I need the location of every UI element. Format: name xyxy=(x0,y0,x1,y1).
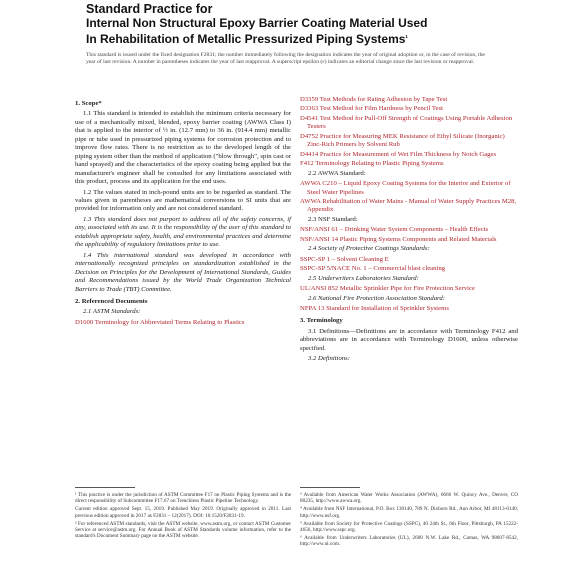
reference-link-sspc-sp1[interactable]: SSPC-SP 1 – Solvent Cleaning E xyxy=(300,255,389,263)
reference-link-f412[interactable]: F412 Terminology Relating to Plastic Piping Systems xyxy=(300,160,444,168)
footnote-divider-left xyxy=(75,487,135,488)
reference-link-d3363[interactable]: D3363 Test Method for Film Hardness by Pencil Test xyxy=(300,105,443,113)
footnote: ² For referenced ASTM standards, visit the ASTM website, www.astm.org, or contact ASTM Customer Service at service@astm.org. For Annual Book of ASTM Standards volume information, refer to the standard's Document Summary page on the ASTM website. xyxy=(75,520,291,540)
paragraph-1-2: 1.2 The values stated in inch-pound units are to be regarded as standard. The values given in parentheses are mathematical conversions to SI units that are provided for information only and are not considered standard. xyxy=(75,188,291,213)
footnote: Current edition approved Sept. 15, 2019. Published May 2019. Originally approved in 2011. Last previous edition approved in 2017 as F2831 – 12(2017). DOI: 10.1520/F2831-19. xyxy=(75,506,291,519)
reference-link-d1600[interactable]: D1600 Terminology for Abbreviated Terms Relating to Plastics xyxy=(75,318,245,326)
reference-link-sspc-sp5[interactable]: SSPC-SP 5/NACE No. 1 – Commercial blast cleaning xyxy=(300,265,446,273)
footnote: ⁶ Available from Underwriters Laboratories (UL), 2600 N.W. Lake Rd., Camas, WA 98607-8542, http://www.ul.com. xyxy=(300,535,518,548)
paragraph-1-4: 1.4 This international standard was developed in accordance with internationally recognized principles on standardization established in the Decision on Principles for the Development of International Standards, Guides and Recommendations issued by the World Trade Organization Technical Barriers to Trade (TBT) Committee. xyxy=(75,251,291,293)
title-footnote-marker: 1 xyxy=(405,34,408,39)
reference-link-d4541[interactable]: D4541 Test Method for Pull-Off Strength of Coatings Using Portable Adhesion Testers xyxy=(300,114,513,131)
footnotes-left xyxy=(75,492,291,541)
subsection-heading-ul: 2.5 Underwriters Laboratories Standard: xyxy=(308,274,419,282)
left-column xyxy=(75,96,291,328)
section-heading-scope: 1. Scope* xyxy=(75,100,102,107)
designation-notice: This standard is issued under the fixed designation F2831; the number immediately following the designation indicates the year of original adoption or, in the case of revision, the year of last revision. A number in parentheses indicates the year of last reapproval. A superscript epsilon (ε) indicates an editorial change since the last revision or reapproval. xyxy=(86,52,485,65)
footnote: ⁴ Available from NSF International, P.O. Box 130140, 789 N. Dixboro Rd., Ann Arbor, MI 48113-0140, http://www.nsf.org. xyxy=(300,506,518,519)
document-title-line-2: In Rehabilitation of Metallic Pressurized Piping Systems$^1$ xyxy=(86,32,408,46)
reference-link-awwa-m28[interactable]: AWWA Rehabilitation of Water Mains - Manual of Water Supply Practices M28, Appendix xyxy=(300,197,517,214)
footnote: ¹ This practice is under the jurisdiction of ASTM Committee F17 on Plastic Piping Systems and is the direct responsibility of Subcommittee F17.67 on Trenchless Plastic Pipeline Technology. xyxy=(75,492,291,505)
reference-link-nsf-14[interactable]: NSF/ANSI 14 Plastic Piping Systems Components and Related Materials xyxy=(300,235,497,243)
paragraph-3-1: 3.1 Definitions—Definitions are in accordance with Terminology F412 and abbreviations are in accordance with Terminology D1600, unless otherwise specified. xyxy=(300,327,518,352)
subsection-heading-nfpa: 2.6 National Fire Protection Association Standard: xyxy=(308,294,445,302)
document-title-line-1: Internal Non Structural Epoxy Barrier Coating Material Used xyxy=(86,16,428,30)
right-column xyxy=(300,96,518,366)
paragraph-3-2: 3.2 Definitions: xyxy=(308,355,350,363)
section-heading-terminology: 3. Terminology xyxy=(300,317,343,325)
reference-link-ul-852[interactable]: UL/ANSI 852 Metallic Sprinkler Pipe for Fire Protection Service xyxy=(300,285,475,293)
reference-link-nfpa-13[interactable]: NFPA 13 Standard for Installation of Sprinkler Systems xyxy=(300,304,449,312)
paragraph-1-3: 1.3 This standard does not purport to address all of the safety concerns, if any, associated with its use. It is the responsibility of the user of this standard to establish appropriate safety, health, and environmental practices and determine the applicability of regulatory limitations prior to use. xyxy=(75,215,291,249)
reference-link-awwa-c210[interactable]: AWWA C210 – Liquid Epoxy Coating Systems for the Interior and Exterior of Steel Water Pipelines xyxy=(300,180,511,196)
subsection-heading-nsf: 2.3 NSF Standard: xyxy=(308,215,358,223)
section-heading-referenced-documents: 2. Referenced Documents xyxy=(75,297,148,305)
reference-link-nsf-61[interactable]: NSF/ANSI 61 – Drinking Water System Components – Health Effects xyxy=(300,226,489,234)
document-title-prefix: Standard Practice for xyxy=(86,2,213,16)
footnote: ³ Available from American Water Works Association (AWWA), 6666 W. Quincy Ave., Denver, CO 80235, http://www.awwa.org. xyxy=(300,492,518,505)
reference-link-d4752[interactable]: D4752 Practice for Measuring MEK Resistance of Ethyl Silicate (Inorganic) Zinc-Rich Primers by Solvent Rub xyxy=(300,132,505,149)
reference-link-d4414[interactable]: D4414 Practice for Measurement of Wet Film Thickness by Notch Gages xyxy=(300,150,497,158)
paragraph-2-1: 2.1 ASTM Standards: xyxy=(83,308,141,316)
subsection-heading-sspc: 2.4 Society of Protective Coatings Standards: xyxy=(308,245,430,253)
footnote-divider-right xyxy=(300,487,360,488)
paragraph-1-1: 1.1 This standard is intended to establish the minimum criteria necessary for use of a mechanically mixed, blended, epoxy barrier coating (AWWA Class I) that is applied to the interior of ½ in. (12.7 mm) to 36 in. (914.4 mm) metallic pipe or tube used in pressurized piping systems for corrosion protection and to improve flow rates. There is no restriction as to the developed length of the piping system other than the method of application ("blow through", spin cast or hand sprayed) and the characteristics of the epoxy coating being applied but the manufacturer's engineer shall be consulted for any limitations associated with this product, process and its application for the end uses. xyxy=(75,110,291,186)
footnotes-right xyxy=(300,492,518,550)
subsection-heading-awwa: 2.2 AWWA Standard: xyxy=(308,169,366,177)
footnote: ⁵ Available from Society for Protective Coatings (SSPC), 40 24th St., 6th Floor, Pittsburgh, PA 15222-4656, http://www.sspc.org. xyxy=(300,520,518,534)
reference-link-d3359[interactable]: D3359 Test Methods for Rating Adhesion by Tape Test xyxy=(300,96,448,103)
